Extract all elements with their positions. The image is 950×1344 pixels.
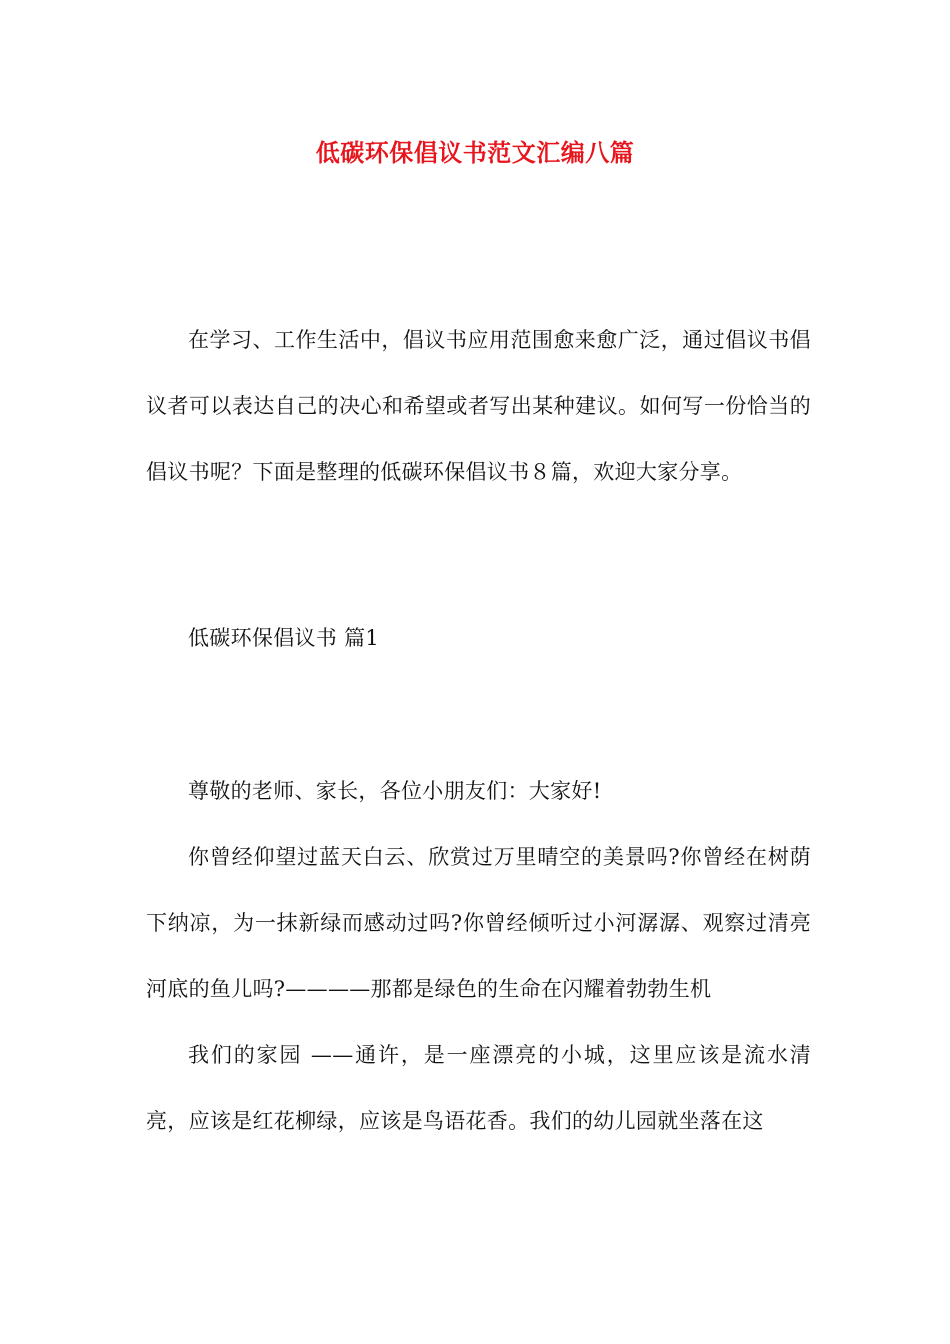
- intro-paragraph: 在学习、工作生活中，倡议书应用范围愈来愈广泛，通过倡议书倡议者可以表达自己的决心和希望或者写出某种建议。如何写一份恰当的倡议书呢？下面是整理的低碳环保倡议书８篇，欢迎大家分享。: [146, 328, 811, 484]
- section-heading: 低碳环保倡议书 篇1: [188, 626, 380, 650]
- body-paragraph: 我们的家园 ——通许，是一座漂亮的小城，这里应该是流水清亮，应该是红花柳绿，应该是鸟语花香。我们的幼儿园就坐落在这: [146, 1043, 811, 1133]
- greeting-paragraph: 尊敬的老师、家长，各位小朋友们：大家好!: [188, 779, 602, 803]
- document-title: 低碳环保倡议书范文汇编八篇: [315, 138, 635, 167]
- body-paragraph: 你曾经仰望过蓝天白云、欣赏过万里晴空的美景吗?你曾经在树荫下纳凉，为一抹新绿而感动过吗?你曾经倾听过小河潺潺、观察过清亮河底的鱼儿吗?————那都是绿色的生命在闪耀着勃勃生机: [146, 845, 811, 1001]
